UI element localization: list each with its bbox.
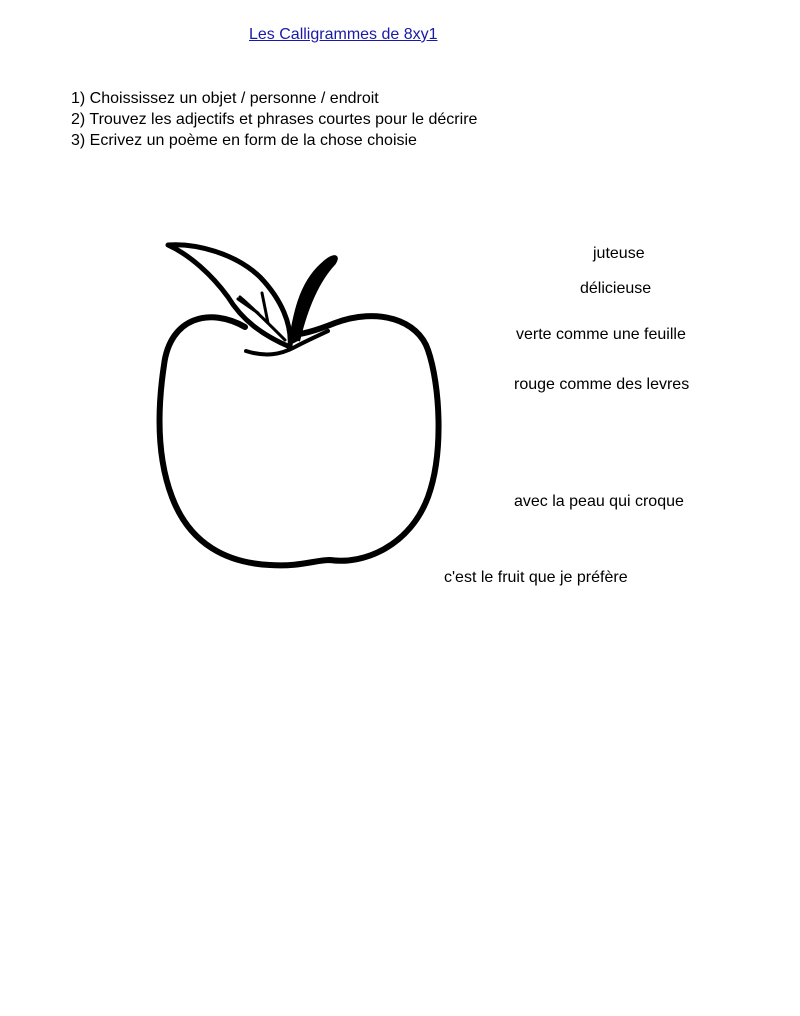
poem-line-2: délicieuse (580, 280, 652, 297)
instruction-step-2: 2) Trouvez les adjectifs et phrases courtes pour le décrire (71, 111, 478, 128)
instructions-list (71, 88, 477, 151)
poem-line-5: avec la peau qui croque (514, 493, 684, 510)
apple-body (160, 316, 439, 565)
poem-line-4: rouge comme des levres (514, 376, 690, 393)
page-title[interactable]: Les Calligrammes de 8xy1 (249, 26, 438, 43)
poem-line-1: juteuse (593, 245, 645, 262)
poem-line-3: verte comme une feuille (516, 326, 686, 343)
apple-leaf (168, 245, 290, 347)
poem-line-6: c'est le fruit que je préfère (444, 569, 628, 586)
instruction-step-3: 3) Ecrivez un poème en form de la chose choisie (71, 132, 417, 149)
instruction-step-1: 1) Choississez un objet / personne / endroit (71, 90, 379, 107)
apple-icon (150, 235, 445, 575)
